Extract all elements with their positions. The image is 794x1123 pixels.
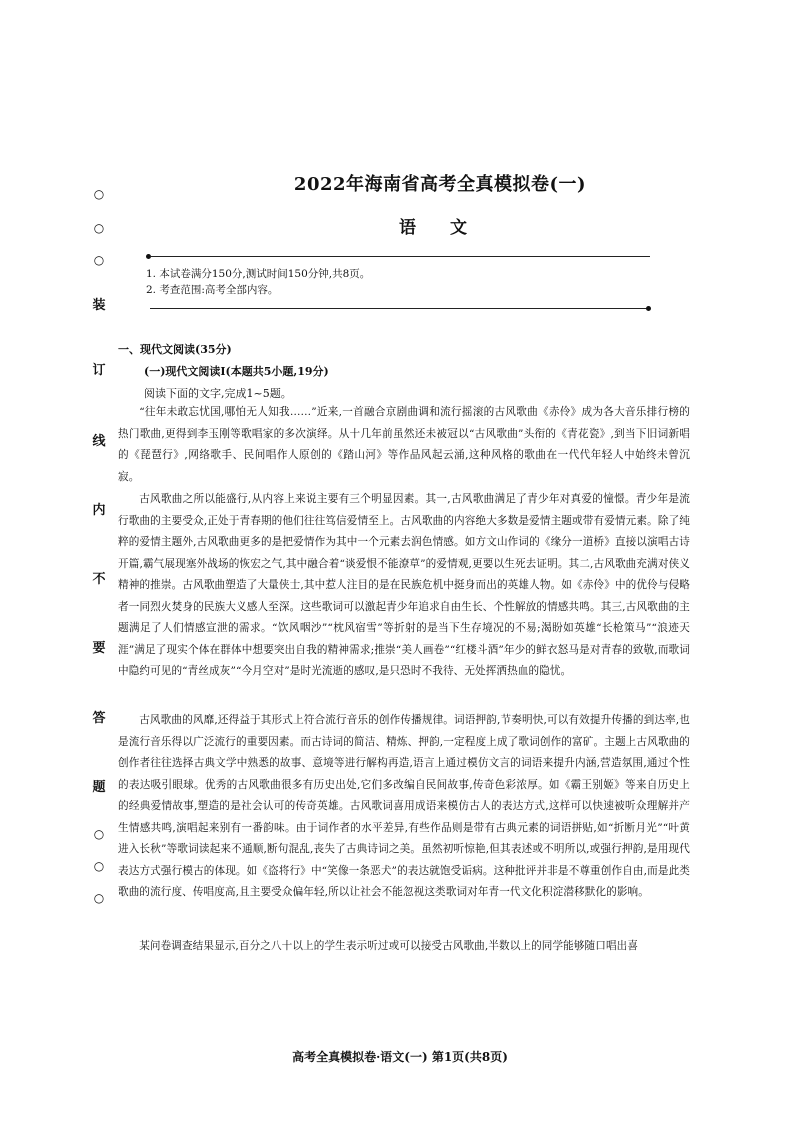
top-rule bbox=[150, 256, 650, 257]
notice-item: 1. 本试卷满分150分,测试时间150分钟,共8页。 bbox=[146, 268, 371, 280]
page-footer: 高考全真模拟卷·语文(一) 第1页(共8页) bbox=[292, 1050, 508, 1064]
passage-paragraph: 某问卷调查结果显示,百分之八十以上的学生表示听过或可以接受古风歌曲,半数以上的同学能够随口唱出喜 bbox=[139, 940, 639, 952]
section-heading: 一、现代文阅读(35分) bbox=[118, 343, 232, 356]
binding-circle: ○ bbox=[93, 827, 105, 841]
exam-title: 2022年海南省高考全真模拟卷(一) bbox=[293, 174, 587, 195]
rule-dot bbox=[646, 306, 651, 311]
bottom-rule bbox=[150, 308, 650, 309]
passage-paragraph: 古风歌曲的风靡,还得益于其形式上符合流行音乐的创作传播规律。词语押韵,节奏明快,可以有效提升传播的到达率,也是流行音乐得以广泛流行的重要因素。而古诗词的简洁、精炼、押韵,一定程度上成了歌词创作的富矿。主题上古风歌曲的创作者往往选择古典文学中熟悉的故事、意境等进行解构再造,语言上通过模仿文言的词语来提升内涵,营造氛围,通过个性的表达吸引眼球。优秀的古风歌曲很多有历史出处,它们多改编自民间故事,传奇色彩浓厚。如《霸王别姬》等来自历史上的经典爱情故事,塑造的是社会认可的传奇英雄。古风歌词喜用成语来模仿古人的表达方式,这样可以快速被听众理解并产生情感共鸣,演唱起来别有一番韵味。由于词作者的水平差异,有些作品则是带有古典元素的词语拼贴,如“折断月光”“叶黄进入长秋”等歌词读起来不通顺,断句混乱,丧失了古典诗词之美。虽然初听惊艳,但其表述或不明所以,或强行押韵,是用现代表达方式强行模古的体现。如《盗将行》中“笑像一条恶犬”的表达就饱受诟病。这种批评并非是不尊重创作自由,而是此类歌曲的流行度、传唱度高,且主要受众偏年轻,所以让社会不能忽视这类歌词对年青一代文化积淀潜移默化的影响。 bbox=[118, 714, 690, 898]
binding-char: 线 bbox=[92, 434, 106, 449]
binding-circle: ○ bbox=[93, 187, 105, 201]
binding-char: 装 bbox=[92, 298, 106, 313]
binding-circle: ○ bbox=[93, 859, 105, 873]
binding-char: 要 bbox=[92, 641, 106, 656]
binding-char: 题 bbox=[92, 780, 106, 795]
passage-paragraph: 古风歌曲之所以能盛行,从内容上来说主要有三个明显因素。其一,古风歌曲满足了青少年对真爱的憧憬。青少年是流行歌曲的主要受众,正处于青春期的他们往往笃信爱情至上。古风歌曲的内容绝大多数是爱情主题或带有爱情元素。除了纯粹的爱情主题外,古风歌曲更多的是把爱情作为其中一个元素去润色情感。如方文山作词的《缘分一道桥》直接以演唱古诗开篇,霸气展现塞外战场的恢宏之气,其中融合着“谈爱恨不能潦草”的爱情观,更要以生死去证明。其二,古风歌曲充满对侠义精神的推崇。古风歌曲塑造了大量侠士,其中惹人注目的是在民族危机中挺身而出的英雄人物。如《赤伶》中的优伶与侵略者一同烈火焚身的民族大义感人至深。这些歌词可以激起青少年追求自由生长、个性解放的情感共鸣。其三,古风歌曲的主题满足了人们情感宣泄的需求。“饮风咽沙”“枕风宿雪”等折射的是当下生存境况的不易;渴盼如英雄“长枪策马”“浪迹天涯”满足了现实个体在群体中想要突出自我的精神需求;推崇“美人画卷”“红楼斗酒”年少的鲜衣怒马是对青春的致敬,而歌词中隐约可见的“青丝成灰”“今月空对”是时光流逝的感叹,是只恐时不我待、无处挥洒热血的隐忧。 bbox=[118, 493, 690, 677]
binding-circle: ○ bbox=[93, 891, 105, 905]
binding-char: 不 bbox=[92, 572, 106, 587]
binding-char: 答 bbox=[92, 711, 106, 726]
subject-title: 语 文 bbox=[399, 218, 481, 238]
binding-circle: ○ bbox=[93, 221, 105, 235]
notice-box bbox=[146, 266, 666, 298]
binding-char: 订 bbox=[92, 363, 106, 378]
instruction: 阅读下面的文字,完成1~5题。 bbox=[144, 387, 292, 400]
binding-circle: ○ bbox=[93, 253, 105, 267]
binding-char: 内 bbox=[92, 503, 106, 518]
notice-item: 2. 考查范围:高考全部内容。 bbox=[146, 284, 279, 296]
passage-paragraph: “往年未敢忘忧国,哪怕无人知我……”近来,一首融合京剧曲调和流行摇滚的古风歌曲《赤伶》成为各大音乐排行榜的热门歌曲,更得到李玉刚等歌唱家的多次演绎。从十几年前虽然还未被冠以“古风歌曲”头衔的《青花瓷》,到当下旧词新唱的《琵琶行》,网络歌手、民间唱作人原创的《踏山河》等作品风起云涌,这种风格的歌曲在一代代年轻人中始终未曾沉寂。 bbox=[118, 406, 690, 483]
subsection-heading: (一)现代文阅读Ⅰ(本题共5小题,19分) bbox=[144, 365, 329, 378]
